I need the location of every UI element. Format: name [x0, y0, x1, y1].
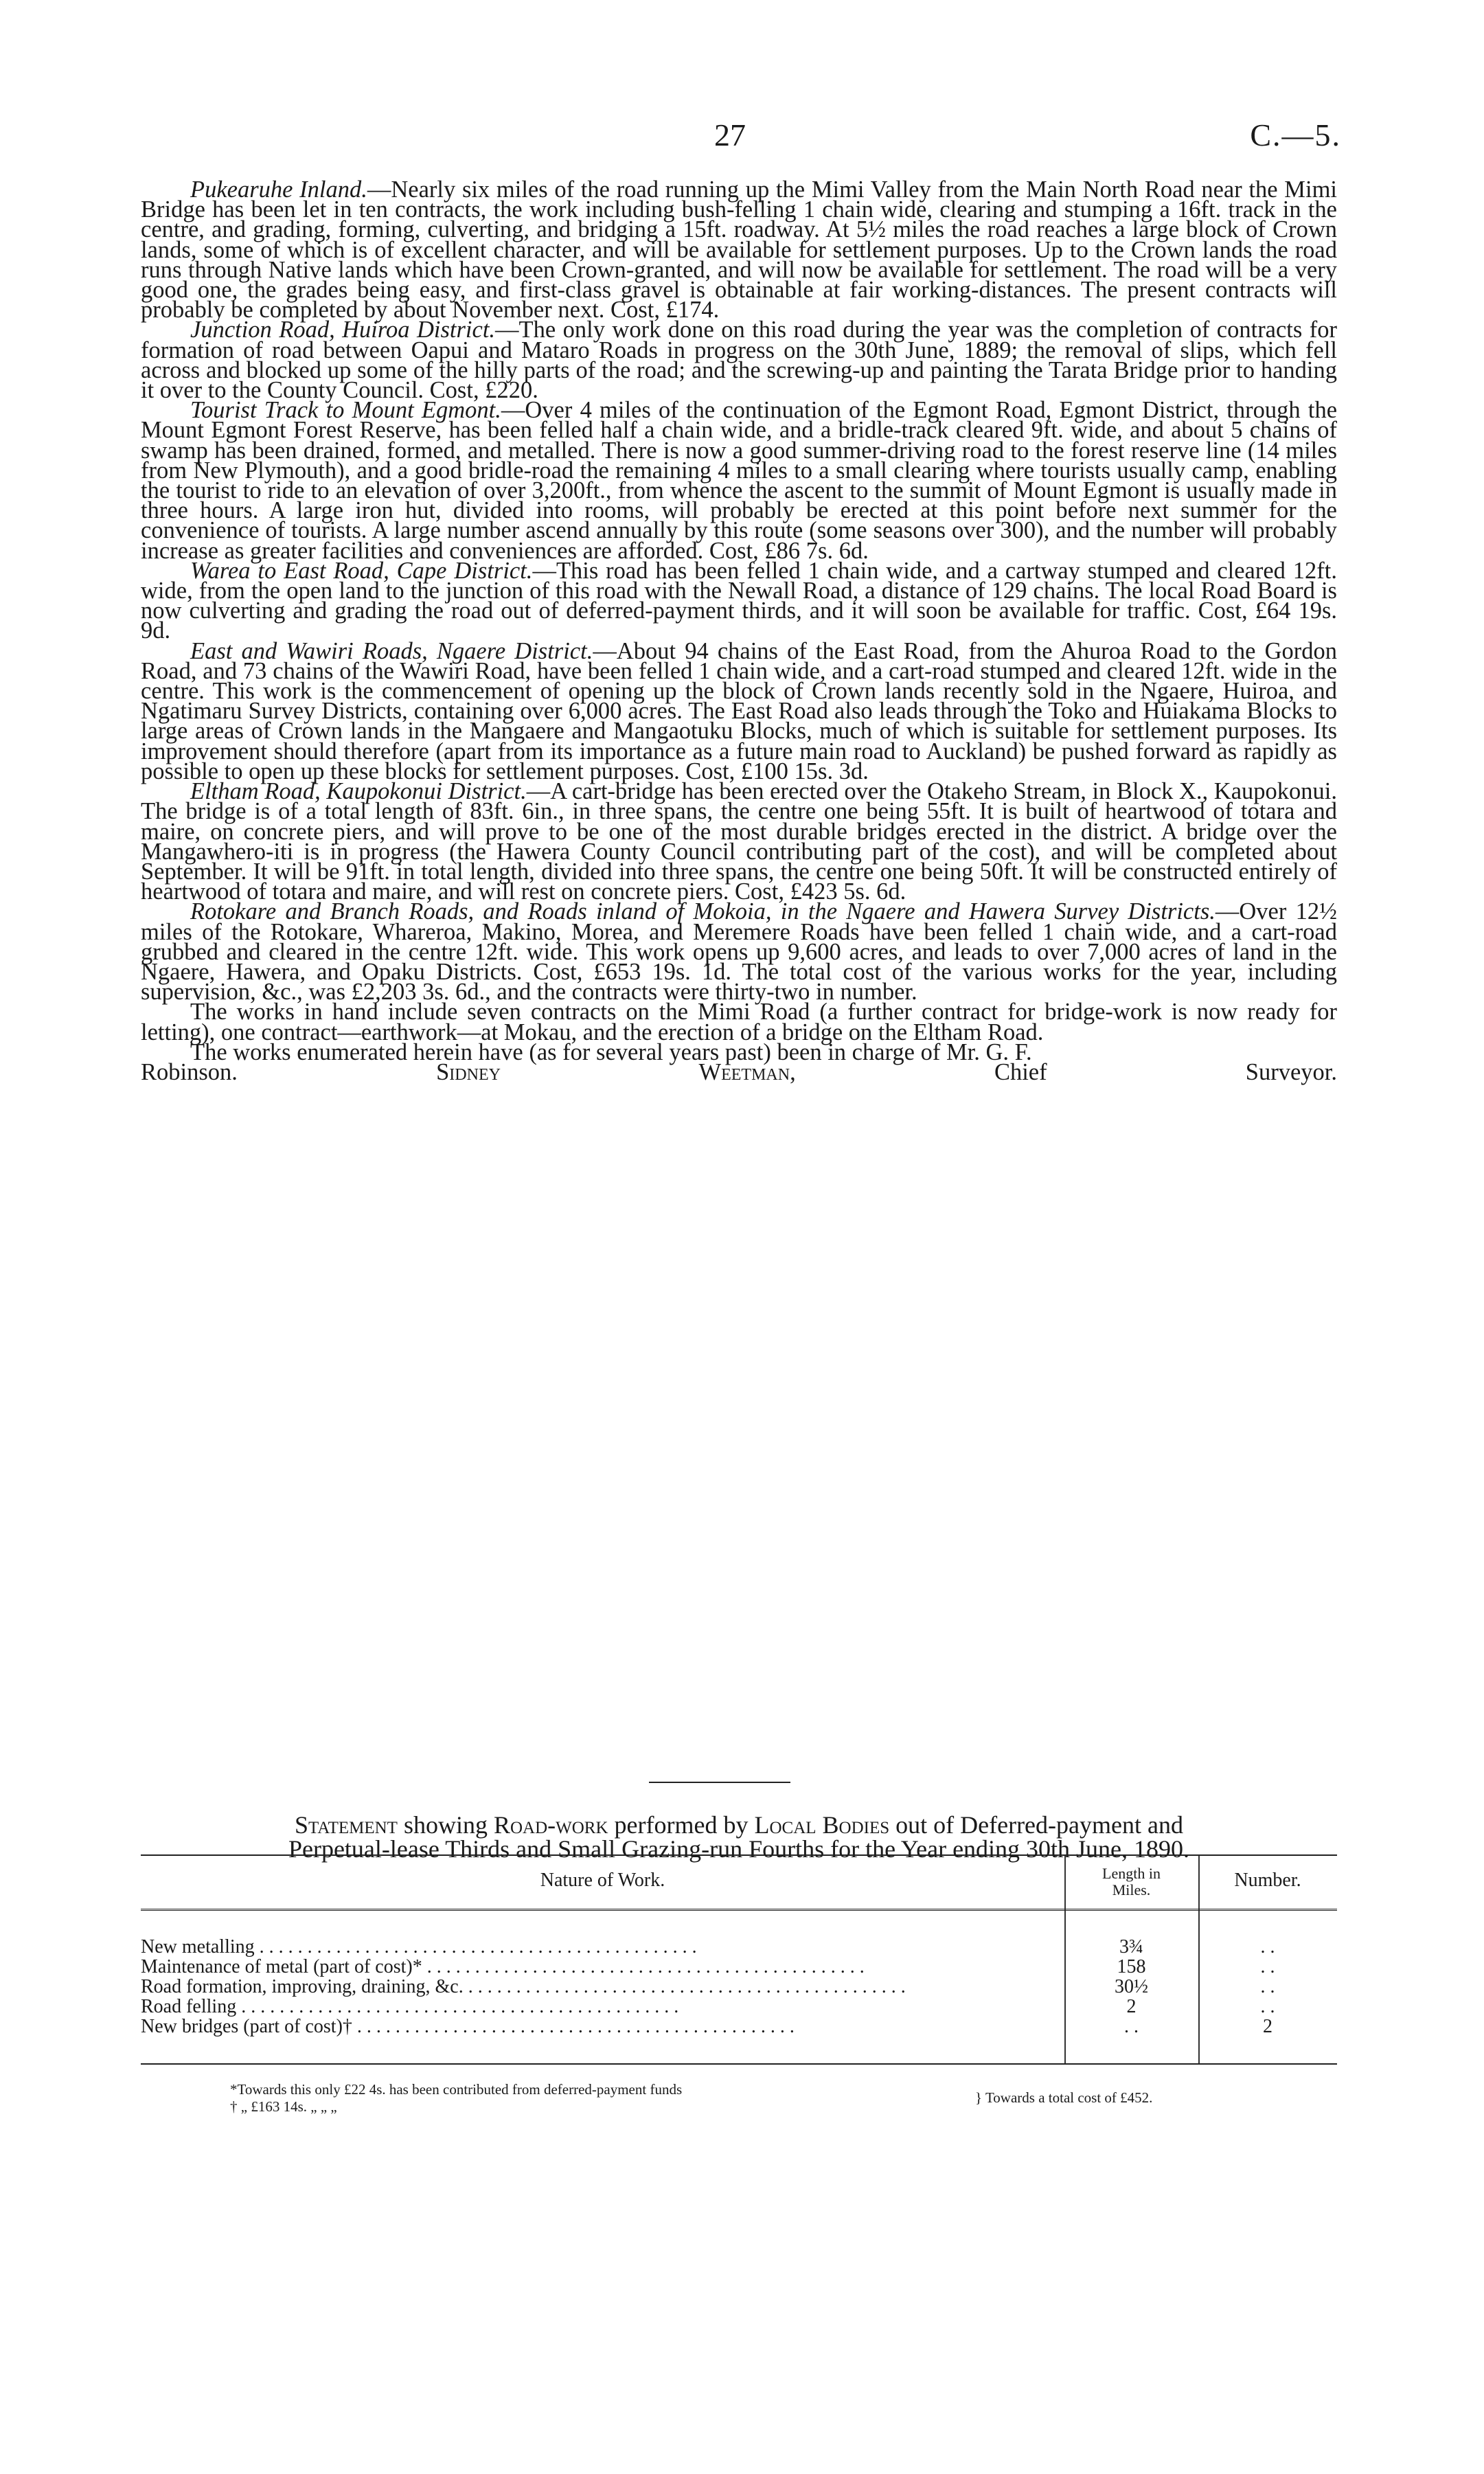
paragraph-text: —A cart-bridge has been erected over the Otakeho Stream, in Block X., Kaupokonui. The bridge is of a total length of 83ft. 6in., in three spans, the centre one being 55ft. It is built of heartwood of totara and maire, on concrete piers, and will prove to be one of the most durable bridges erected in the district. A bridge over the Mangawhero-iti is in progress (the Hawera County Council contributing part of the cost), and will be completed about September. It will be 91ft. in total length, divided into three spans, the centre one being 50ft. It will be constructed entirely of heartwood of totara and maire, and will rest on concrete piers. Cost, £423 5s. 6d. [141, 778, 1337, 905]
cell-number: . . [1260, 1996, 1275, 2017]
table-row [141, 1976, 1337, 1996]
table-row [141, 1996, 1337, 2016]
column-header-length-line: Miles. [1112, 1881, 1151, 1898]
statement-title-line2: Perpetual-lease Thirds and Small Grazing-run Fourths for the Year ending 30th June, 1890. [288, 1835, 1190, 1863]
road-work-table [141, 1854, 1337, 2037]
report-body [141, 177, 1338, 1085]
column-header-nature: Nature of Work. [540, 1870, 665, 1891]
paragraph-warea [141, 557, 1338, 644]
table-row [141, 2016, 1337, 2036]
paragraph-heading: Junction Road, Huiroa District. [190, 317, 496, 343]
footnote-summary: } Towards a total cost of £452. [975, 2089, 1153, 2106]
page-header [0, 117, 1484, 165]
page-number: 27 [714, 117, 746, 152]
statement-title-line1 [141, 1813, 1337, 1837]
table-body [141, 1936, 1337, 2036]
paragraph-text: —This road has been felled 1 chain wide, and a cartway stumped and cleared 12ft. wide, from the open land to the junction of this road with the Newall Road, a distance of 129 chains. The local Road Board is now culverting and grading the road out of deferred-payment thirds, and it will soon be available for traffic. Cost, £64 19s. 9d. [141, 557, 1338, 644]
paragraph-text: —Nearly six miles of the road running up the Mimi Valley from the Main North Road near the Mimi Bridge has been let in ten contracts, the work including bush-felling 1 chain wide, clearing and stumping a 16ft. track in the centre, and grading, forming, culverting, and bridging a 15ft. roadway. At 5½ miles the road reaches a large block of Crown lands, some of which is of excellent character, and will be available for settlement purposes. Up to the Crown lands the road runs through Native lands which have been Crown-granted, and will now be available for settlement. The road will be a very good one, the grades being easy, and first-class gravel is obtainable at fair working-distances. The present contracts will probably be completed by about November next. Cost, £174. [141, 177, 1337, 324]
paragraph-pukearuhe [141, 177, 1337, 324]
statement-word: performed by [608, 1811, 755, 1839]
paragraph-text: The works enumerated herein have (as for several years past) been in charge of Mr. G. F. [190, 1039, 1032, 1065]
paragraph-junction-road [141, 317, 1337, 404]
cell-length: 3¾ [1119, 1936, 1143, 1957]
signature-left: Robinson. [141, 1058, 238, 1085]
paragraph-text: —Over 4 miles of the continuation of the Egmont Road, Egmont District, through the Mount Egmont Forest Reserve, has been felled half a chain wide, and a bridle-track cleared 9ft. wide, and about 5 chains of swamp has been drained, formed, and metalled. There is now a good summer-driving road to the forest reserve line (14 miles from New Plymouth), and a good bridle-road the remaining 4 miles to a small clearing where tourists usually camp, enabling the tourist to ride to an elevation of over 3,200ft., from whence the ascent to the summit of Mount Egmont is usually made in three hours. A large iron hut, divided into rooms, will probably be erected at this point before next summer for the convenience of tourists. A large number ascend annually by this route (some seasons over 300), and the number will probably increase as greater facilities and conveniences are afforded. Cost, £86 7s. 6d. [141, 397, 1338, 564]
statement-word: Local Bodies [754, 1811, 890, 1839]
cell-nature: Road felling . . [141, 1996, 1054, 2018]
footnote-text: † „ £163 14s. „ „ „ [230, 2098, 337, 2115]
statement-word: showing [397, 1811, 494, 1839]
paragraph-heading: Warea to East Road, Cape District. [190, 557, 533, 584]
statement-word: Road-work [493, 1811, 608, 1839]
column-header-number: Number. [1234, 1870, 1301, 1891]
signatory-name: Sidney Weetman [436, 1058, 790, 1085]
cell-length: 30½ [1115, 1976, 1148, 1997]
cell-length: 2 [1126, 1996, 1137, 2017]
footnote-text: *Towards this only £22 4s. has been contributed from deferred-payment funds [230, 2081, 683, 2098]
cell-number: . . [1260, 1936, 1275, 1957]
paragraph-text: —About 94 chains of the East Road, from the Ahuroa Road to the Gordon Road, and 73 chains of the Wawiri Road, have been felled 1 chain wide, and a cart-road stumped and cleared 12ft. wide in the centre. This work is the commencement of opening up the block of Crown lands recently sold in the Ngaere, Huiroa, and Ngatimaru Survey Districts, containing over 6,000 acres. The East Road also leads through the Toko and Huiakama Blocks to large areas of Crown lands in the Mangaere and Mangaotuku Blocks, much of which is suitable for settlement purposes. Its improvement should therefore (apart from its importance as a future main road to Auckland) be pushed forward as rapidly as possible to open up these blocks for settlement purposes. Cost, £100 15s. 3d. [141, 637, 1338, 784]
paragraph-east-wawiri [141, 637, 1338, 784]
cell-number: . . [1260, 1976, 1275, 1997]
cell-nature: Road formation, improving, draining, &c. . . [141, 1976, 1054, 1998]
paragraph-tourist-track [141, 397, 1338, 564]
cell-nature: New metalling . . [141, 1936, 1054, 1958]
header-rule [141, 1909, 1337, 1911]
paragraph-heading: Pukearuhe Inland. [190, 177, 367, 203]
paragraph-rotokare [141, 898, 1337, 1006]
table-bottom-rule [141, 2063, 1337, 2065]
section-divider [649, 1782, 790, 1783]
paragraph-heading: Rotokare and Branch Roads, and Roads inland of Mokoia, in the Ngaere and Hawera Survey Districts. [190, 898, 1215, 925]
paragraph-eltham [141, 778, 1337, 905]
paragraph-text: The works in hand include seven contracts on the Mimi Road (a further contract for bridge-work is now ready for letting), one contract—earthwork—at Mokau, and the erection of a bridge on the Eltham Road. [141, 999, 1337, 1045]
table-row [141, 1956, 1337, 1976]
statement-word: out of Deferred-payment and [889, 1811, 1183, 1839]
table-footnotes [230, 2081, 1260, 2115]
paragraph-heading: Tourist Track to Mount Egmont. [190, 397, 501, 424]
signature-line [141, 1058, 1338, 1085]
cell-number: . . [1260, 1956, 1275, 1977]
paragraph-heading: Eltham Road, Kaupokonui District. [190, 778, 527, 805]
statement-word: Statement [295, 1811, 398, 1839]
paragraph-text: —The only work done on this road during the year was the completion of contracts for formation of road between Oapui and Mataro Roads in progress on the 30th June, 1889; the removal of slips, which fell across and blocked up some of the hilly parts of the road; and the screwing-up and painting the Tarata Bridge prior to handing it over to the County Council. Cost, £220. [141, 317, 1337, 404]
signature-block [436, 1059, 1337, 1085]
cell-length: 158 [1117, 1956, 1146, 1977]
cell-length: . . [1124, 2016, 1139, 2037]
signatory-title: , Chief Surveyor. [790, 1058, 1338, 1085]
cell-nature: Maintenance of metal (part of cost)* . . [141, 1956, 1054, 1978]
paragraph-heading: East and Wawiri Roads, Ngaere District. [190, 637, 593, 664]
cell-number: 2 [1263, 2016, 1272, 2037]
table-row [141, 1936, 1337, 1956]
column-header-length-line: Length in [1102, 1865, 1161, 1882]
paragraph-text: —Over 12½ miles of the Rotokare, Whareroa, Makino, Morea, and Meremere Roads have been felled 1 chain wide, and a cart-road grubbed and cleared in the centre 12ft. wide. This work opens up 9,600 acres, and leads to over 7,000 acres of land in the Ngaere, Hawera, and Opaku Districts. Cost, £653 19s. 1d. The total cost of the various works for the year, including supervision, &c., was £2,203 3s. 6d., and the contracts were thirty-two in number. [141, 898, 1337, 1006]
cell-nature: New bridges (part of cost)† . . [141, 2016, 1054, 2038]
column-header-length [1064, 1865, 1198, 1898]
paragraph-works-in-hand [141, 999, 1337, 1045]
document-reference: C.—5. [1250, 117, 1341, 152]
